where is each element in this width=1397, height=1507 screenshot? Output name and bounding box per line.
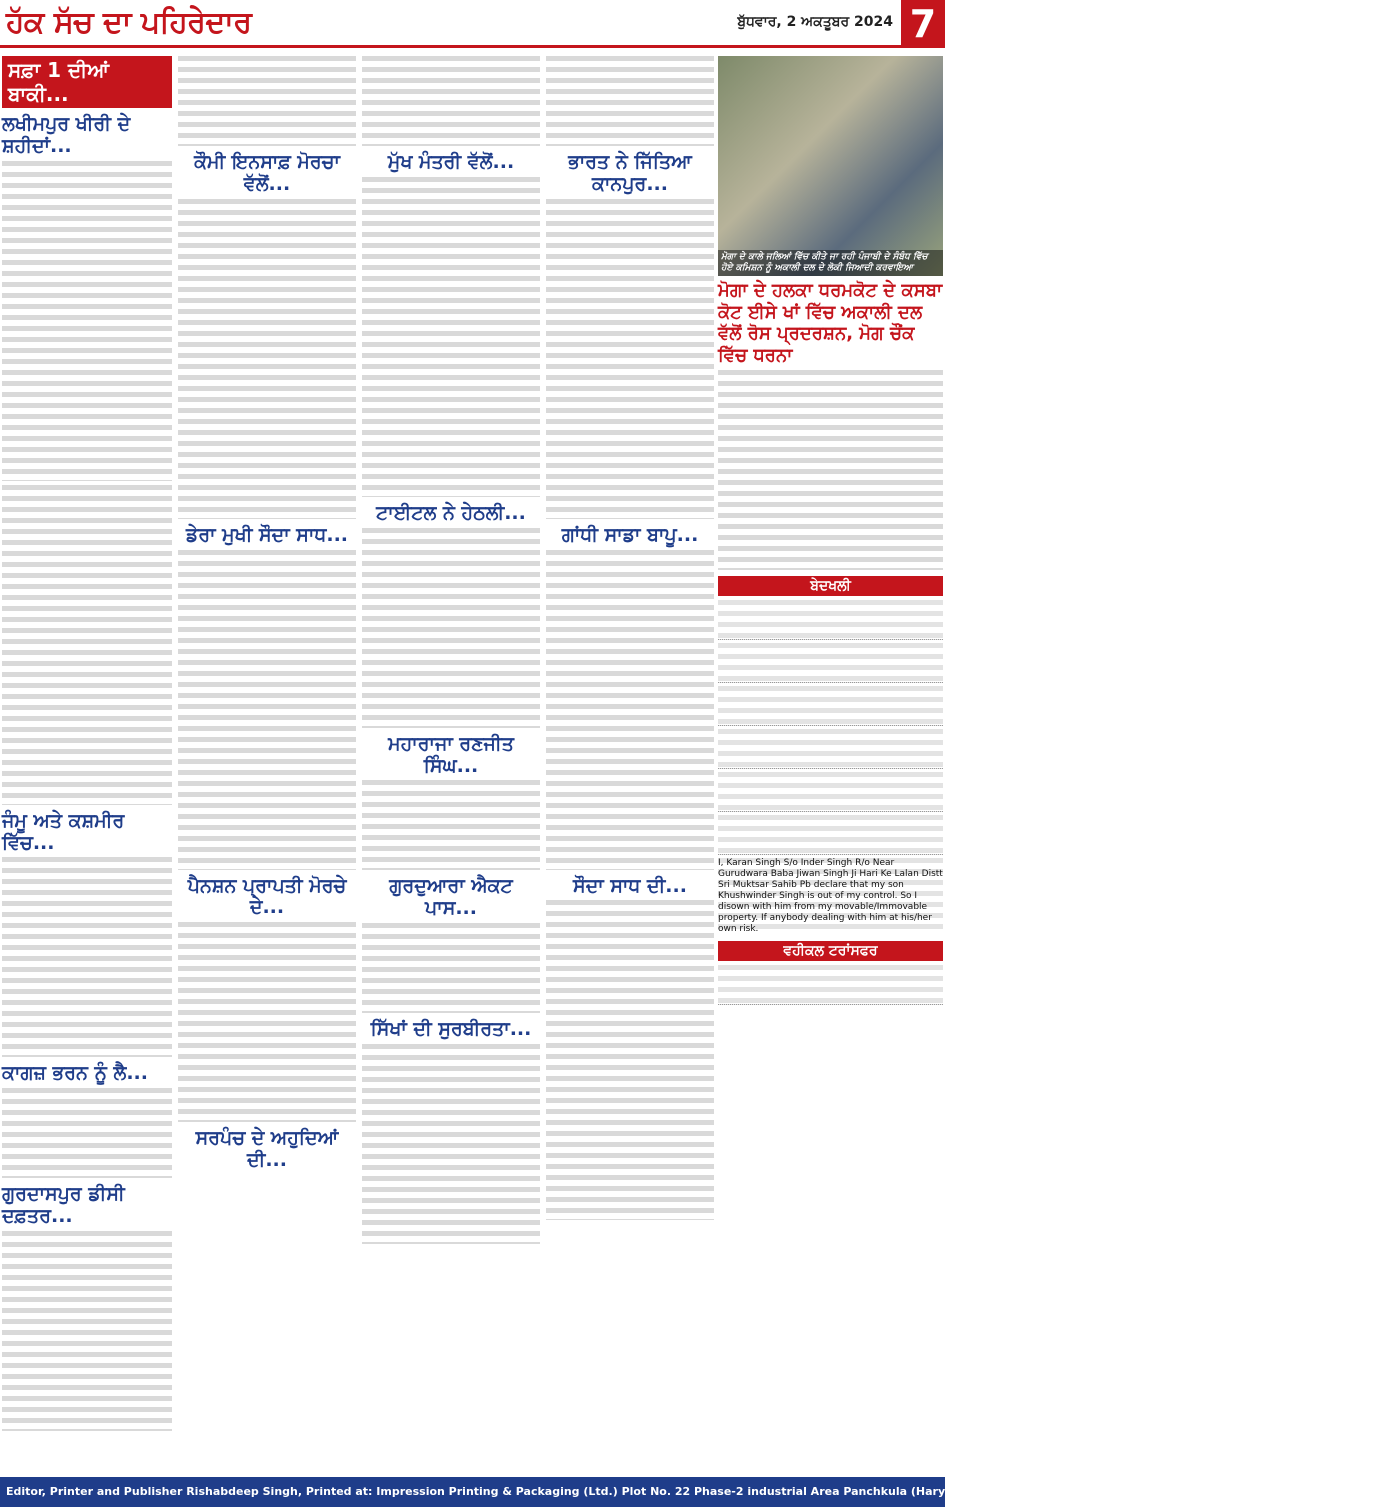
headline-moga-protest: ਮੋਗਾ ਦੇ ਹਲਕਾ ਧਰਮਕੋਟ ਦੇ ਕਸਬਾ ਕੋਟ ਈਸੇ ਖਾਂ ਵਿੱਚ ਅਕਾਲੀ ਦਲ ਵੱਲੋਂ ਰੋਸ ਪ੍ਰਦਰਸ਼ਨ, ਮੋਗ ਚੌਂਕ ਵਿੱਚ ਧਰਨਾ [718, 280, 943, 366]
section-vehicle-transfer: ਵਹੀਕਲ ਟਰਾਂਸਫਰ [718, 941, 943, 961]
article-body [2, 1231, 172, 1431]
headline-sauda-sadh: ਸੌਦਾ ਸਾਧ ਦੀ... [573, 874, 687, 897]
section-bedakhli: ਬੇਦਖਲੀ [718, 576, 943, 596]
headline-qaumi-insaaf: ਕੌਮੀ ਇਨਸਾਫ਼ ਮੋਰਚਾ ਵੱਲੋਂ... [194, 151, 340, 195]
article-body [2, 485, 172, 805]
article-body [178, 56, 356, 146]
article-body [362, 177, 540, 497]
article-body [546, 900, 714, 1220]
article-body [362, 1044, 540, 1244]
headline-jammu-kashmir: ਜੰਮੂ ਅਤੇ ਕਸ਼ਮੀਰ ਵਿੱਚ... [2, 809, 125, 854]
legal-notice [718, 600, 943, 640]
article-body [362, 528, 540, 728]
article-body [546, 199, 714, 519]
column-5 [718, 56, 943, 1473]
masthead [0, 0, 945, 48]
article-body [2, 1088, 172, 1178]
column-3 [362, 56, 540, 1473]
article-body [362, 56, 540, 146]
legal-notice [718, 815, 943, 855]
footer-imprint: Editor, Printer and Publisher Rishabdeep Singh, Printed at: Impression Printing & Packaging (Ltd.) Plot No. 22 Phase-2 industrial Area Panchkula (Haryana) 134109 & Published From 3223, First Floor, Sector-35D, Chandigarh [0, 1477, 945, 1507]
column-2 [178, 56, 356, 1473]
headline-gurdaspur: ਗੁਰਦਾਸਪੁਰ ਡੀਸੀ ਦਫ਼ਤਰ... [2, 1183, 125, 1228]
article-body [362, 780, 540, 870]
headline-gandhi-bapu: ਗਾਂਧੀ ਸਾਡਾ ਬਾਪੂ... [561, 523, 699, 546]
headline-kagaz: ਕਾਗਜ਼ ਭਰਨ ਨੂੰ ਲੈ... [2, 1062, 148, 1085]
legal-notice [718, 965, 943, 1005]
article-body [718, 370, 943, 570]
article-body [2, 161, 172, 481]
article-body [178, 550, 356, 870]
article-body [178, 922, 356, 1122]
headline-dera-mukhi: ਡੇਰਾ ਮੁਖੀ ਸੌਦਾ ਸਾਧ... [185, 523, 349, 546]
headline-gurdwara-act: ਗੁਰਦੁਆਰਾ ਐਕਟ ਪਾਸ... [389, 875, 513, 920]
headline-mukh-mantri: ਮੁੱਖ ਮੰਤਰੀ ਵੱਲੋਂ... [387, 151, 515, 173]
headline-pension: ਪੈਨਸ਼ਨ ਪ੍ਰਾਪਤੀ ਮੋਰਚੇ ਦੇ... [187, 874, 347, 919]
paper-name: ਹੱਕ ਸੱਚ ਦਾ ਪਹਿਰੇਦਾਰ [6, 5, 252, 40]
article-body [546, 56, 714, 146]
column-4 [546, 56, 714, 1473]
headline-title: ਟਾਈਟਲ ਨੇ ਹੇਠਲੀ... [376, 501, 526, 524]
legal-notice [718, 772, 943, 812]
article-body [2, 857, 172, 1057]
continuation-banner: ਸਫ਼ਾ 1 ਦੀਆਂ ਬਾਕੀ... [2, 56, 172, 108]
legal-notice [718, 686, 943, 726]
legal-notice [718, 643, 943, 683]
article-body [362, 923, 540, 1013]
headline-sikhan-surbirta: ਸਿੱਖਾਂ ਦੀ ਸੁਰਬੀਰਤਾ... [370, 1018, 532, 1041]
english-legal-notice: I, Karan Singh S/o Inder Singh R/o Near Gurudwara Baba Jiwan Singh Ji Hari Ke Lalan Distt Sri Muktsar Sahib Pb declare that my son Khushwinder Singh is out of my control. So I disown with him from my movable/Immovable property. If anybody dealing with him at his/her own risk. [718, 858, 943, 935]
headline-bharat-kanpur: ਭਾਰਤ ਨੇ ਜਿੱਤਿਆ ਕਾਨਪੁਰ... [568, 151, 692, 195]
page-number: 7 [901, 0, 945, 48]
headline-sarpanch: ਸਰਪੰਚ ਦੇ ਅਹੁਦਿਆਂ ਦੀ... [195, 1127, 339, 1172]
column-1 [2, 56, 172, 1473]
legal-notice [718, 729, 943, 769]
article-body [178, 199, 356, 519]
photo-caption: ਮੋਗਾ ਦੇ ਕਾਲੇ ਜਲਿਆਂ ਵਿੱਚ ਕੀਤੇ ਜਾ ਰਹੀ ਪੰਜਾਬੀ ਦੇ ਸੰਬੰਧ ਵਿੱਚ ਹੋਏ ਕਮਿਸ਼ਨ ਨੂੰ ਅਕਾਲੀ ਦਲ ਦੇ ਲੋਕੀ ਜਿਆਦੀ ਕਰਵਾਇਆ [718, 250, 943, 276]
issue-date: ਬੁੱਧਵਾਰ, 2 ਅਕਤੂਬਰ 2024 [737, 14, 893, 30]
headline-lakhimpur: ਲਖੀਮਪੁਰ ਖੀਰੀ ਦੇ ਸ਼ਹੀਦਾਂ... [2, 113, 131, 157]
article-body [546, 550, 714, 870]
headline-maharaja-ranjit: ਮਹਾਰਾਜਾ ਰਣਜੀਤ ਸਿੰਘ... [388, 732, 514, 777]
news-photo [718, 56, 943, 276]
